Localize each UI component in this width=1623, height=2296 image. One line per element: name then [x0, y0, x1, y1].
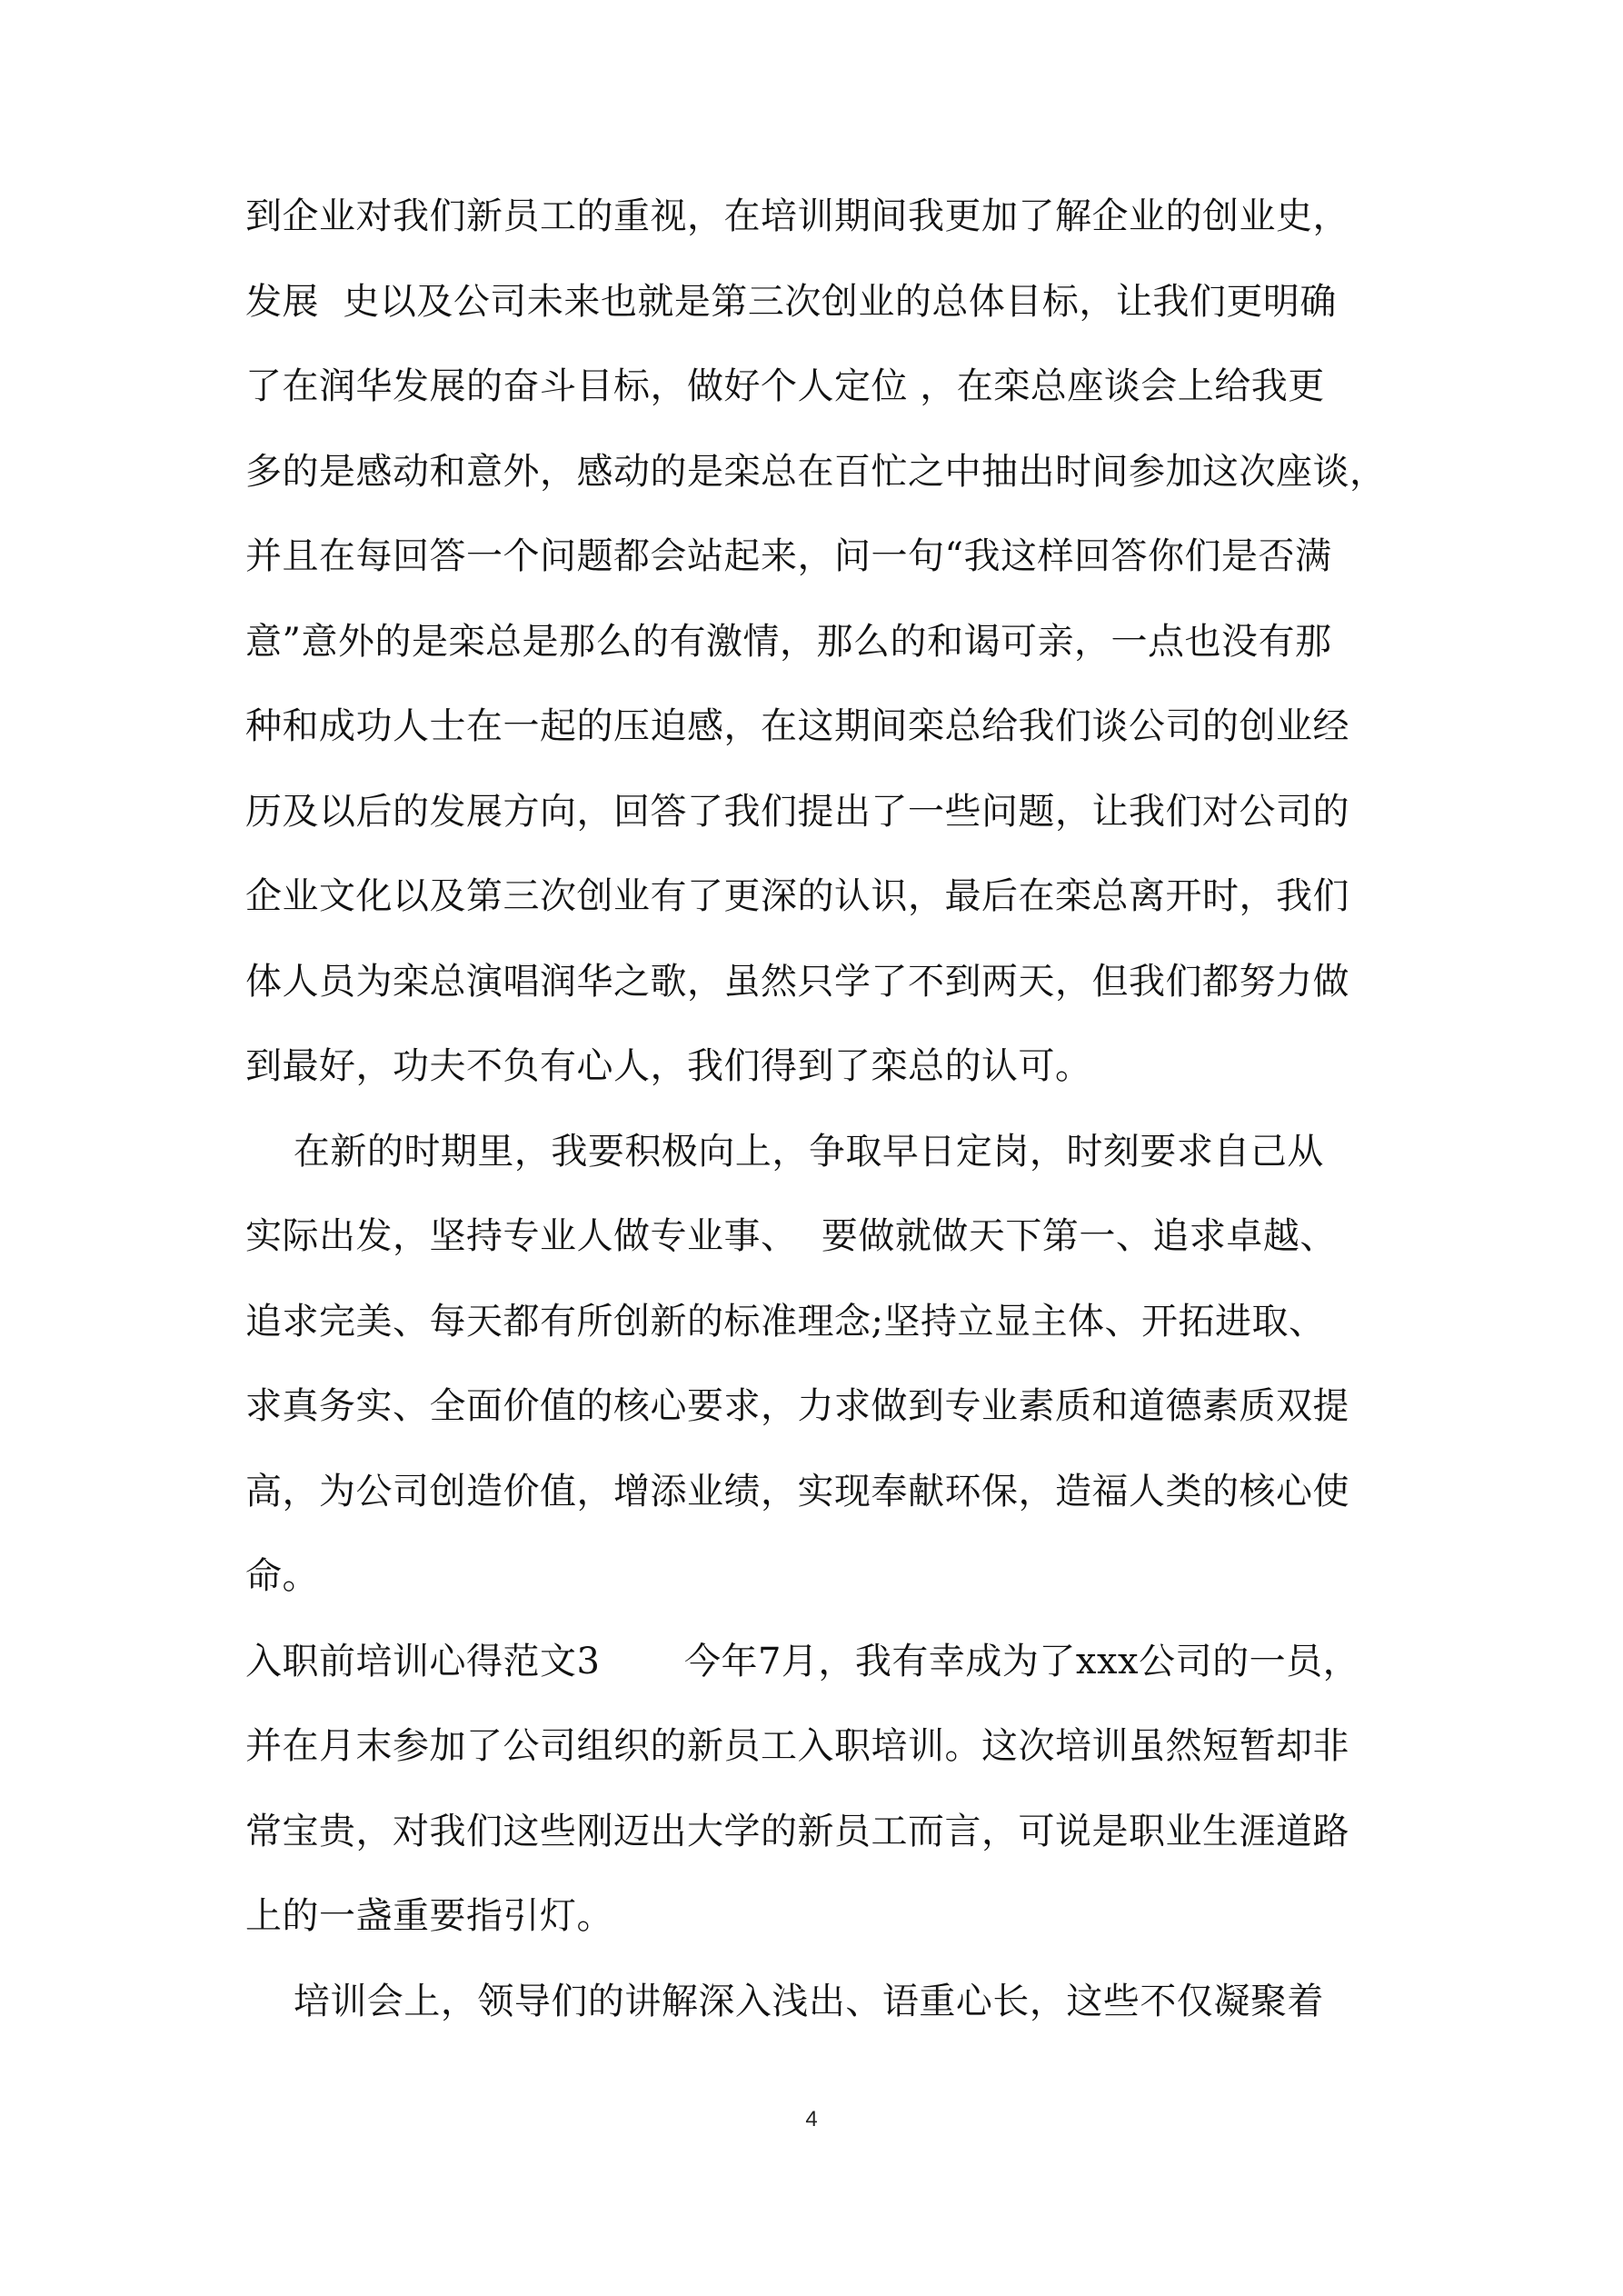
text-line: 实际出发，坚持专业人做专业事、 要做就做天下第一、追求卓越、 — [245, 1215, 1337, 1257]
text-line: 追求完美、每天都有所创新的标准理念;坚持立显主体、开拓进取、 — [245, 1300, 1326, 1343]
text-line: 意”意外的是栾总是那么的有激情，那么的和谒可亲，一点也没有那 — [245, 620, 1332, 663]
text-line: 多的是感动和意外，感动的是栾总在百忙之中抽出时间参加这次座谈， — [245, 450, 1387, 493]
text-line: 发展 史以及公司未来也就是第三次创业的总体目标，让我们更明确 — [245, 280, 1337, 323]
text-line: 企业文化以及第三次创业有了更深的认识，最后在栾总离开时，我们 — [245, 875, 1349, 917]
body-text — [245, 175, 1409, 2044]
text-line: 并在月末参加了公司组织的新员工入职培训。这次培训虽然短暂却非 — [245, 1725, 1349, 1767]
text-line: 求真务实、全面价值的核心要求，力求做到专业素质和道德素质双提 — [245, 1385, 1349, 1427]
text-line: 高，为公司创造价值，增添业绩，实现奉献环保，造福人类的核心使 — [245, 1470, 1349, 1512]
text-line: 种和成功人士在一起的压迫感，在这期间栾总给我们谈公司的创业经 — [245, 705, 1349, 747]
text-line: 历及以后的发展方向，回答了我们提出了一些问题，让我们对公司的 — [245, 790, 1349, 833]
section-heading-line: 入职前培训心得范文3 今年7月，我有幸成为了xxx公司的一员， — [245, 1640, 1360, 1682]
page-number: 4 — [805, 2107, 818, 2131]
text-line: 常宝贵，对我们这些刚迈出大学的新员工而言，可说是职业生涯道路 — [245, 1810, 1349, 1852]
text-line: 并且在每回答一个问题都会站起来，问一句“我这样回答你们是否满 — [245, 535, 1332, 577]
text-line: 上的一盏重要指引灯。 — [245, 1895, 613, 1937]
text-line: 到企业对我们新员工的重视，在培训期间我更加了解企业的创业史， — [245, 195, 1349, 237]
text-line: 了在润华发展的奋斗目标，做好个人定位 ，在栾总座谈会上给我更 — [245, 365, 1325, 407]
text-line: 体人员为栾总演唱润华之歌，虽然只学了不到两天，但我们都努力做 — [245, 960, 1349, 1003]
text-line: 在新的时期里，我要积极向上，争取早日定岗，时刻要求自己从 — [245, 1130, 1324, 1173]
text-line: 命。 — [245, 1555, 319, 1597]
text-line: 到最好，功夫不负有心人，我们得到了栾总的认可。 — [245, 1045, 1092, 1087]
text-line: 培训会上，领导们的讲解深入浅出、语重心长，这些不仅凝聚着 — [245, 1980, 1324, 2022]
